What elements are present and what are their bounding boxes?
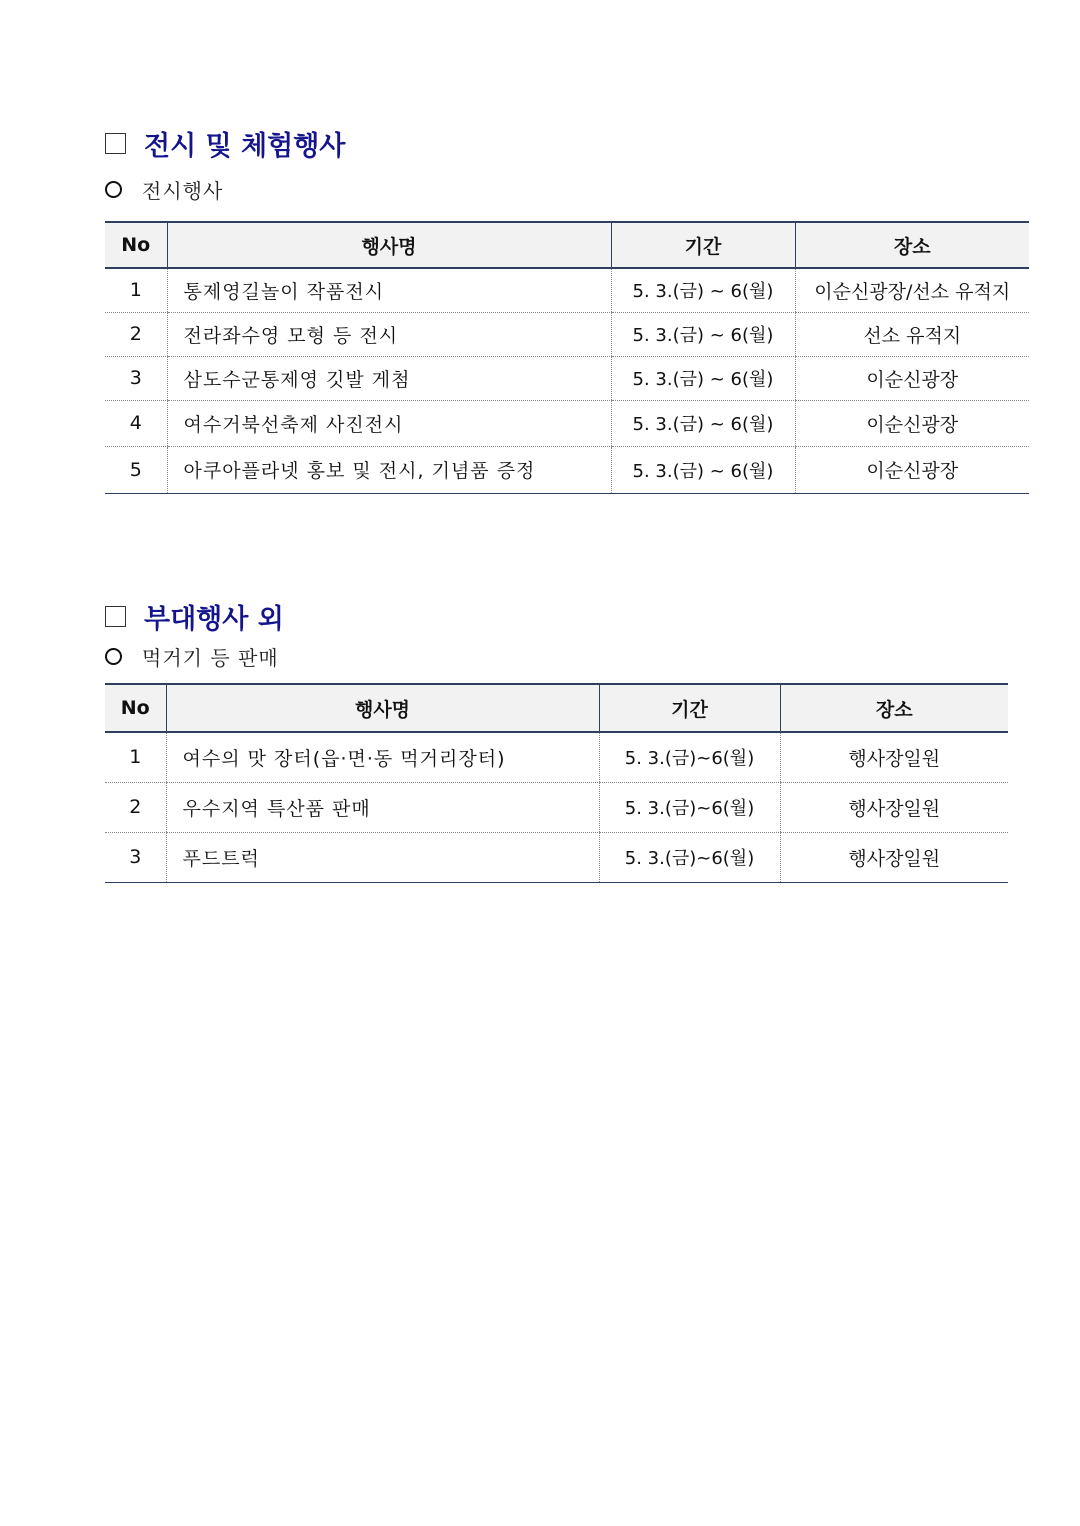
header-place: 장소 xyxy=(795,222,1029,268)
cell-no: 1 xyxy=(105,732,166,782)
cell-name: 전라좌수영 모형 등 전시 xyxy=(167,312,611,356)
side-events-table xyxy=(105,683,1008,883)
circle-bullet-icon xyxy=(105,648,122,665)
cell-place: 행사장일원 xyxy=(780,782,1008,832)
cell-period: 5. 3.(금)~6(월) xyxy=(599,832,780,882)
cell-period: 5. 3.(금) ~ 6(월) xyxy=(611,446,795,493)
cell-place: 이순신광장 xyxy=(795,446,1029,493)
section-title: 부대행사 외 xyxy=(144,604,284,635)
header-name: 행사명 xyxy=(167,222,611,268)
subheading-exhibition xyxy=(105,175,223,204)
cell-name: 통제영길놀이 작품전시 xyxy=(167,268,611,312)
subheading-text: 전시행사 xyxy=(142,179,224,203)
cell-place: 행사장일원 xyxy=(780,832,1008,882)
checkbox-square-icon xyxy=(105,133,126,154)
header-no: No xyxy=(105,684,166,732)
cell-name: 여수거북선축제 사진전시 xyxy=(167,400,611,446)
header-period: 기간 xyxy=(599,684,780,732)
header-place: 장소 xyxy=(780,684,1008,732)
cell-no: 3 xyxy=(105,832,166,882)
cell-no: 1 xyxy=(105,268,167,312)
section-heading-exhibition xyxy=(105,124,345,163)
cell-period: 5. 3.(금)~6(월) xyxy=(599,732,780,782)
cell-period: 5. 3.(금)~6(월) xyxy=(599,782,780,832)
cell-place: 이순신광장/선소 유적지 xyxy=(795,268,1029,312)
table-row xyxy=(105,732,1008,782)
circle-bullet-icon xyxy=(105,181,122,198)
cell-name: 푸드트럭 xyxy=(166,832,599,882)
table-row xyxy=(105,782,1008,832)
cell-place: 이순신광장 xyxy=(795,356,1029,400)
cell-name: 우수지역 특산품 판매 xyxy=(166,782,599,832)
subheading-food xyxy=(105,642,279,671)
cell-period: 5. 3.(금) ~ 6(월) xyxy=(611,400,795,446)
cell-no: 3 xyxy=(105,356,167,400)
cell-no: 2 xyxy=(105,782,166,832)
cell-name: 삼도수군통제영 깃발 게첨 xyxy=(167,356,611,400)
cell-no: 5 xyxy=(105,446,167,493)
cell-name: 아쿠아플라넷 홍보 및 전시, 기념품 증정 xyxy=(167,446,611,493)
table-row xyxy=(105,268,1029,312)
table-header-row xyxy=(105,684,1008,732)
table-row xyxy=(105,400,1029,446)
cell-period: 5. 3.(금) ~ 6(월) xyxy=(611,356,795,400)
cell-place: 행사장일원 xyxy=(780,732,1008,782)
checkbox-square-icon xyxy=(105,606,126,627)
table-row xyxy=(105,832,1008,882)
table-header-row xyxy=(105,222,1029,268)
table-row xyxy=(105,446,1029,493)
table-row xyxy=(105,312,1029,356)
cell-place: 이순신광장 xyxy=(795,400,1029,446)
cell-no: 4 xyxy=(105,400,167,446)
section-heading-side-events xyxy=(105,597,284,636)
cell-period: 5. 3.(금) ~ 6(월) xyxy=(611,312,795,356)
section-title: 전시 및 체험행사 xyxy=(144,131,346,162)
cell-name: 여수의 맛 장터(읍·면·동 먹거리장터) xyxy=(166,732,599,782)
header-name: 행사명 xyxy=(166,684,599,732)
header-period: 기간 xyxy=(611,222,795,268)
exhibition-table xyxy=(105,221,1029,494)
cell-period: 5. 3.(금) ~ 6(월) xyxy=(611,268,795,312)
cell-place: 선소 유적지 xyxy=(795,312,1029,356)
table-row xyxy=(105,356,1029,400)
header-no: No xyxy=(105,222,167,268)
subheading-text: 먹거기 등 판매 xyxy=(142,646,279,670)
cell-no: 2 xyxy=(105,312,167,356)
